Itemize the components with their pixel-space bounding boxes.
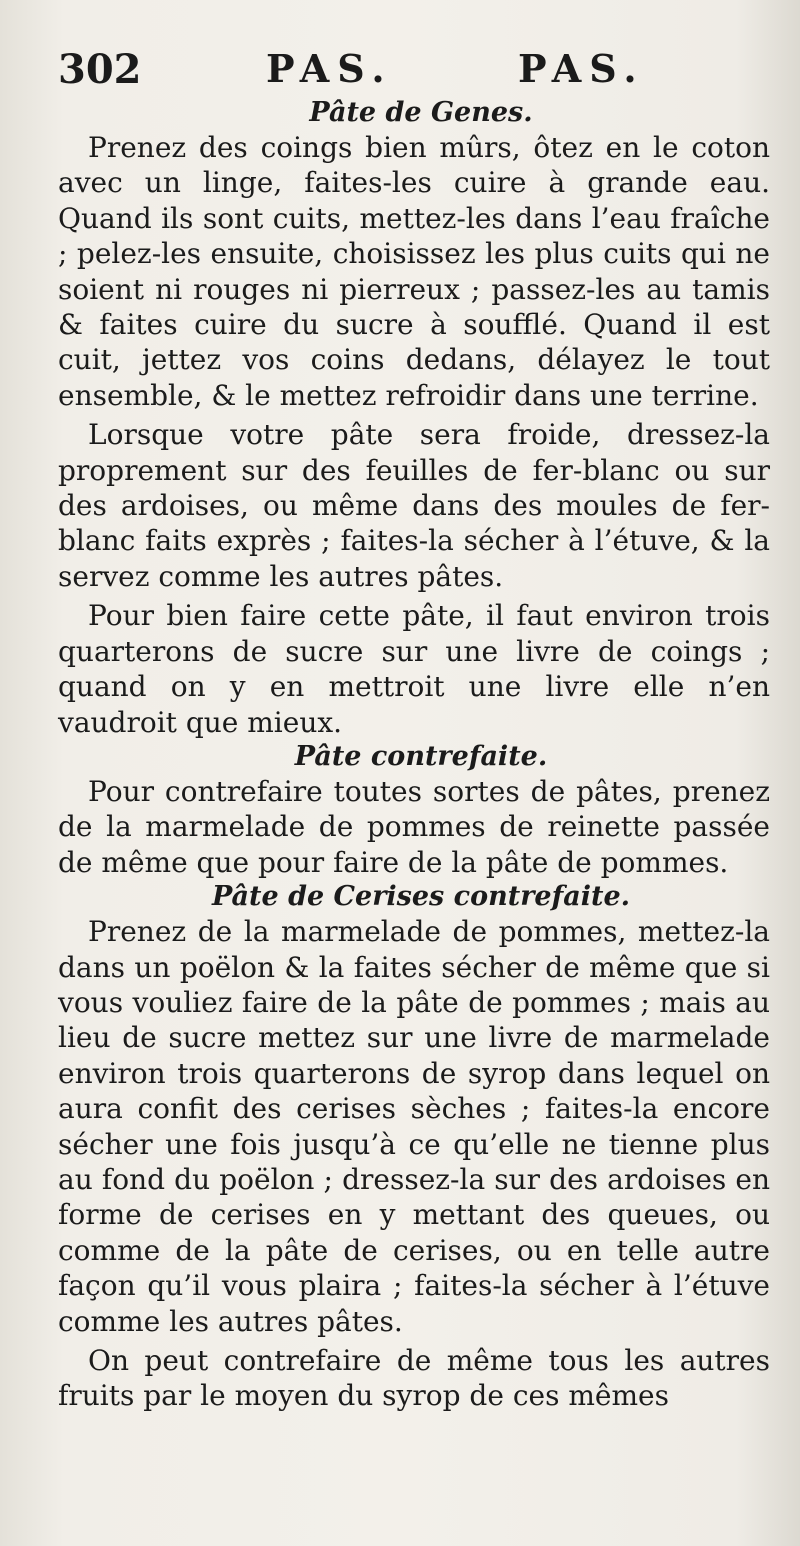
running-head-left: PAS. [266,46,393,91]
section-title-pate-de-cerises: Pâte de Cerises contrefaite. [211,881,631,913]
page-body [58,96,770,1414]
page-number: 302 [58,46,142,93]
paragraph: Lorsque votre pâte sera froide, dressez-la proprement sur des feuilles de fer-blanc ou sur des ardoises, ou même dans des moules de fer-blanc faits exprès ; faites-la sécher à l’étuve, & la servez comme les autres pâtes. [58,418,770,593]
paragraph: Pour contrefaire toutes sortes de pâtes, prenez de la marmelade de pommes de reinette passée de même que pour faire de la pâte de pommes. [58,774,770,879]
paragraph: Prenez des coings bien mûrs, ôtez en le coton avec un linge, faites-les cuire à grande eau. Quand ils sont cuits, mettez-les dans l’eau fraîche ; pelez-les ensuite, choisissez les plus cuits qui ne soient ni rouges ni pierreux ; passez-les au tamis & faites cuire du sucre à soufflé. Quand il est cuit, jettez vos coins dedans, délayez le tout ensemble, & le mettez refroidir dans une terrine. [58,131,770,412]
paragraph: Pour bien faire cette pâte, il faut environ trois quarterons de sucre sur une livre de coings ; quand on y en mettroit une livre elle n’en vaudroit que mieux. [58,599,770,739]
running-head-right: PAS. [518,46,645,91]
paragraph: Prenez de la marmelade de pommes, mettez-la dans un poëlon & la faites sécher de même que si vous vouliez faire de la pâte de pommes ; mais au lieu de sucre mettez sur une livre de marmelade environ trois quarterons de syrop dans lequel on aura confit des cerises sèches ; faites-la encore sécher une fois jusqu’à ce qu’elle ne tienne plus au fond du poëlon ; dressez-la sur des ardoises en forme de cerises en y mettant des queues, ou comme de la pâte de cerises, ou en telle autre façon qu’il vous plaira ; faites-la sécher à l’étuve comme les autres pâtes. [58,915,770,1338]
section-title-pate-de-genes: Pâte de Genes. [309,97,533,128]
section-title-pate-contrefaite: Pâte contrefaite. [294,740,548,772]
page-header [58,46,778,94]
paragraph: On peut contrefaire de même tous les autres fruits par le moyen du syrop de ces mêmes [58,1344,770,1413]
